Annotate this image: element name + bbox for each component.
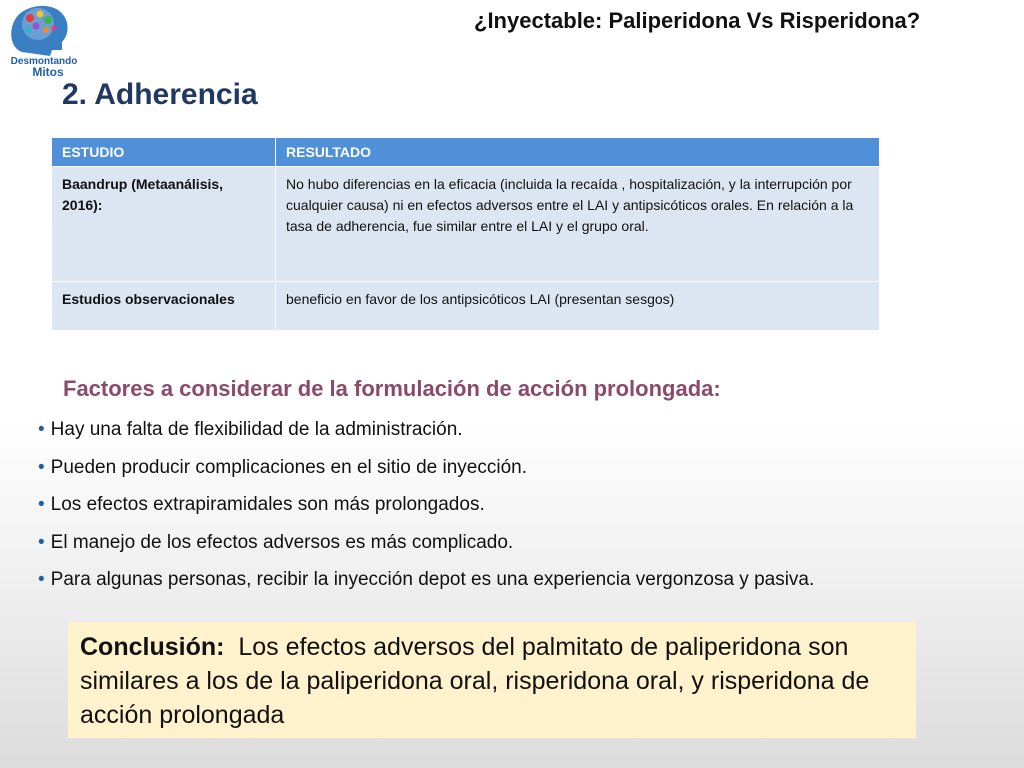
list-item: [38, 528, 814, 566]
list-item-text: Hay una falta de flexibilidad de la administración.: [50, 419, 463, 440]
bullet-icon: •: [38, 569, 45, 590]
bullet-icon: •: [38, 456, 45, 478]
table-header-row: [52, 138, 880, 167]
factors-list: [38, 415, 814, 603]
section-title: 2. Adherencia: [62, 78, 258, 111]
list-item: [38, 565, 814, 603]
column-header-resultado: RESULTADO: [276, 138, 880, 167]
bullet-icon: •: [38, 494, 45, 515]
list-item: [38, 415, 814, 453]
result-cell: No hubo diferencias en la eficacia (incluida la recaída , hospitalización, y la interrupción por cualquier causa) ni en efectos adversos entre el LAI y antipsicóticos orales. En relación a la tasa de adherencia, fue similar entre el LAI y el grupo oral.: [276, 167, 880, 282]
study-cell: Estudios observacionales: [52, 282, 276, 331]
column-header-estudio: ESTUDIO: [52, 138, 276, 167]
list-item: [38, 490, 814, 528]
list-item-text: El manejo de los efectos adversos es más complicado.: [50, 531, 514, 553]
conclusion-label: Conclusión:: [80, 633, 225, 661]
study-table: [52, 138, 880, 330]
conclusion-text: Los efectos adversos del palmitato de paliperidona son similares a los de la paliperidona oral, risperidona oral, y risperidona de acción prolongada: [80, 633, 870, 729]
list-item-text: Los efectos extrapiramidales son más prolongados.: [50, 494, 485, 515]
list-item-text: Pueden producir complicaciones en el sitio de inyección.: [50, 456, 527, 478]
table-row: [52, 282, 880, 331]
conclusion-box: [68, 622, 916, 738]
list-item: [38, 453, 814, 491]
list-item-text: Para algunas personas, recibir la inyección depot es una experiencia vergonzosa y pasiva.: [50, 569, 815, 590]
header-title: ¿Inyectable: Paliperidona Vs Risperidona?: [474, 8, 921, 33]
table-row: [52, 167, 880, 282]
bullet-icon: •: [38, 531, 45, 553]
study-cell: Baandrup (Metaanálisis, 2016):: [52, 167, 276, 282]
logo-text-mitos: Mitos: [32, 65, 64, 79]
factors-title: Factores a considerar de la formulación de acción prolongada:: [63, 376, 721, 401]
logo-text-desmontando: Desmontando: [10, 56, 78, 67]
bullet-icon: •: [38, 419, 45, 440]
result-cell: beneficio en favor de los antipsicóticos LAI (presentan sesgos): [276, 282, 880, 331]
brain-head-icon: [0, 0, 88, 60]
logo: [0, 0, 88, 78]
